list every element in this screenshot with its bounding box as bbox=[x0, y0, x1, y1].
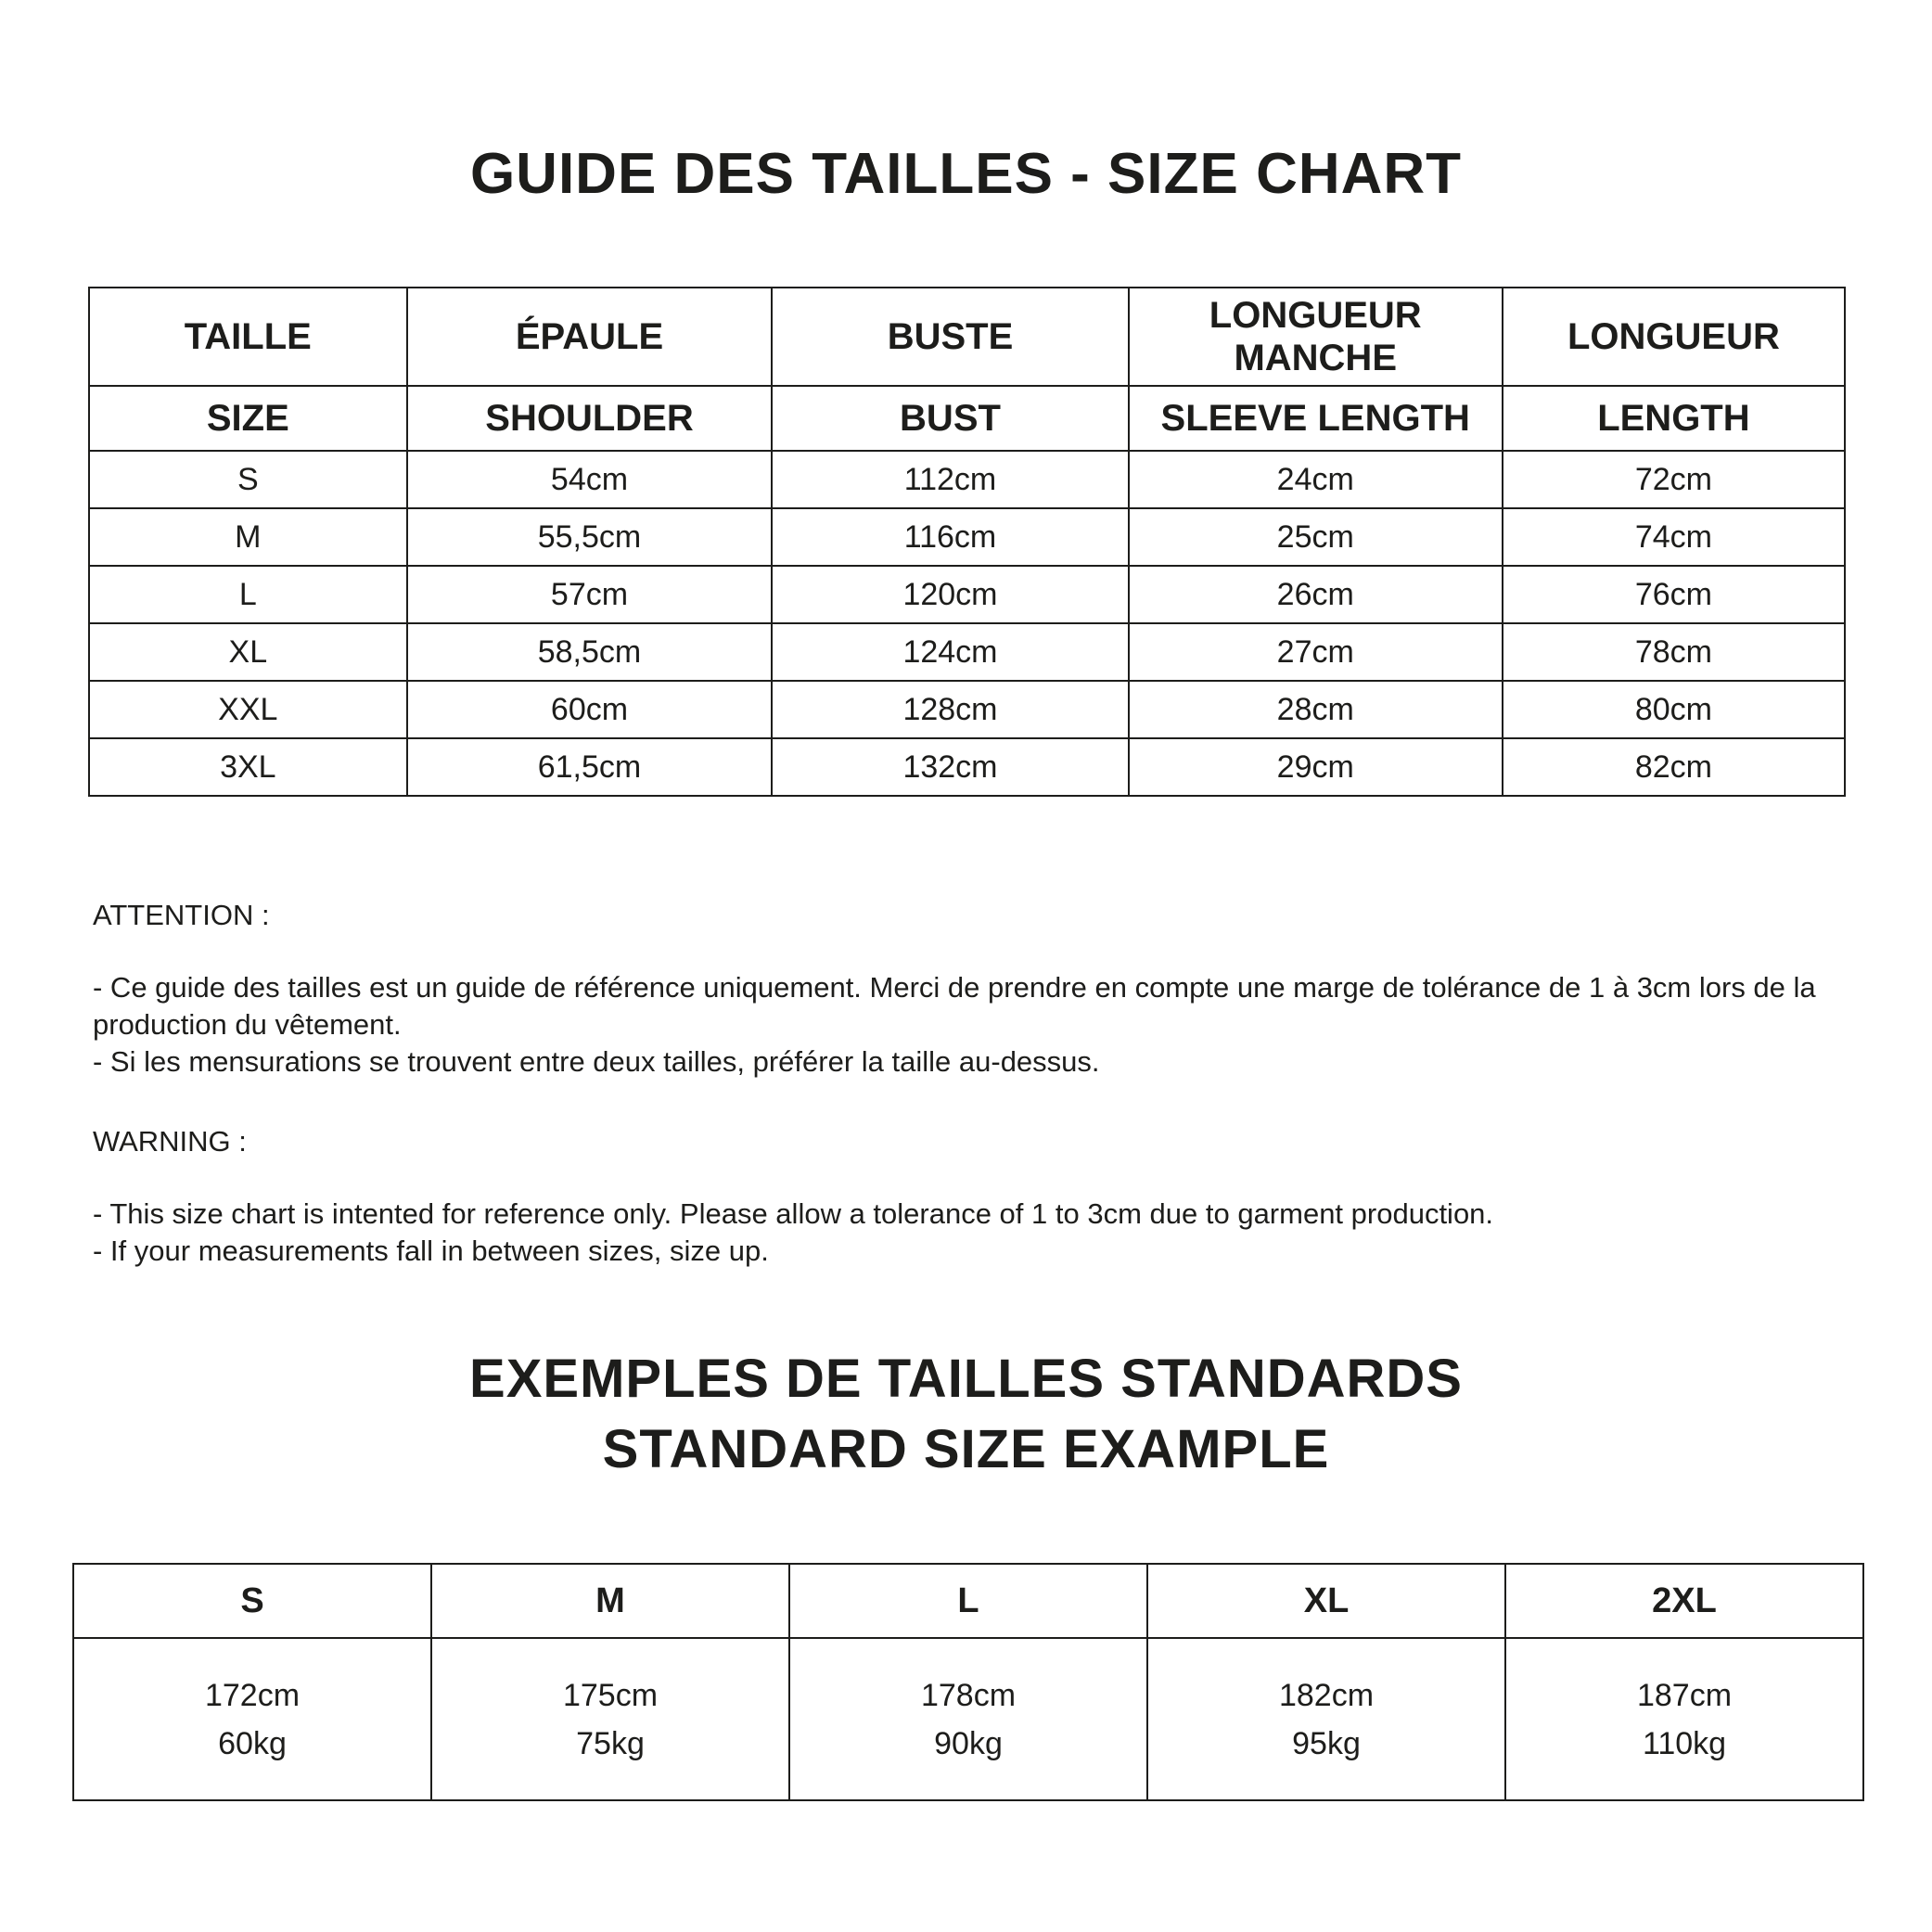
table-header-row-fr bbox=[89, 288, 1845, 386]
height-value: 175cm bbox=[562, 1677, 659, 1713]
bust-cell: 116cm bbox=[772, 508, 1128, 566]
column-header-longueur: LONGUEUR bbox=[1503, 288, 1845, 386]
size-cell: L bbox=[89, 566, 407, 623]
length-cell: 78cm bbox=[1503, 623, 1845, 681]
examples-title-fr: EXEMPLES DE TAILLES STANDARDS bbox=[469, 1349, 1463, 1409]
weight-value: 60kg bbox=[218, 1725, 287, 1761]
example-data-row bbox=[73, 1638, 1863, 1800]
standard-size-table bbox=[72, 1563, 1864, 1801]
example-header-l: L bbox=[789, 1564, 1147, 1638]
size-cell: XL bbox=[89, 623, 407, 681]
column-header-bust: BUST bbox=[772, 386, 1128, 451]
examples-title bbox=[0, 1344, 1932, 1485]
length-cell: 80cm bbox=[1503, 681, 1845, 738]
height-value: 178cm bbox=[920, 1677, 1017, 1713]
weight-value: 90kg bbox=[934, 1725, 1003, 1761]
page-title: GUIDE DES TAILLES - SIZE CHART bbox=[469, 142, 1463, 206]
column-header-buste: BUSTE bbox=[772, 288, 1128, 386]
length-cell: 72cm bbox=[1503, 451, 1845, 508]
table-row-l bbox=[89, 566, 1845, 623]
height-value: 172cm bbox=[204, 1677, 301, 1713]
height-value: 182cm bbox=[1278, 1677, 1375, 1713]
example-header-xl: XL bbox=[1147, 1564, 1505, 1638]
example-header-m: M bbox=[431, 1564, 789, 1638]
bust-cell: 132cm bbox=[772, 738, 1128, 796]
table-row-3xl bbox=[89, 738, 1845, 796]
height-value: 187cm bbox=[1636, 1677, 1733, 1713]
bust-cell: 120cm bbox=[772, 566, 1128, 623]
size-cell: S bbox=[89, 451, 407, 508]
length-cell: 82cm bbox=[1503, 738, 1845, 796]
weight-value: 110kg bbox=[1642, 1725, 1727, 1761]
size-cell: 3XL bbox=[89, 738, 407, 796]
column-header-taille: TAILLE bbox=[89, 288, 407, 386]
shoulder-cell: 60cm bbox=[407, 681, 773, 738]
table-row-m bbox=[89, 508, 1845, 566]
sleeve-cell: 24cm bbox=[1129, 451, 1503, 508]
column-header-shoulder: SHOULDER bbox=[407, 386, 773, 451]
examples-title-en: STANDARD SIZE EXAMPLE bbox=[602, 1419, 1330, 1479]
weight-value: 75kg bbox=[576, 1725, 645, 1761]
sleeve-cell: 29cm bbox=[1129, 738, 1503, 796]
column-header-longueur-manche: LONGUEUR MANCHE bbox=[1129, 288, 1503, 386]
shoulder-cell: 57cm bbox=[407, 566, 773, 623]
warning-item: - This size chart is intented for reference only. Please allow a tolerance of 1 to 3cm due to garment production. bbox=[93, 1197, 1494, 1230]
weight-value: 95kg bbox=[1292, 1725, 1361, 1761]
table-row-xl bbox=[89, 623, 1845, 681]
sleeve-cell: 25cm bbox=[1129, 508, 1503, 566]
shoulder-cell: 61,5cm bbox=[407, 738, 773, 796]
shoulder-cell: 55,5cm bbox=[407, 508, 773, 566]
example-cell-2xl bbox=[1505, 1638, 1863, 1800]
warning-item: - If your measurements fall in between sizes, size up. bbox=[93, 1235, 769, 1267]
example-cell-s bbox=[73, 1638, 431, 1800]
example-header-row bbox=[73, 1564, 1863, 1638]
sleeve-cell: 26cm bbox=[1129, 566, 1503, 623]
example-cell-l bbox=[789, 1638, 1147, 1800]
size-cell: M bbox=[89, 508, 407, 566]
sleeve-cell: 28cm bbox=[1129, 681, 1503, 738]
column-header-epaule: ÉPAULE bbox=[407, 288, 773, 386]
size-chart-table bbox=[88, 287, 1846, 797]
length-cell: 74cm bbox=[1503, 508, 1845, 566]
length-cell: 76cm bbox=[1503, 566, 1845, 623]
shoulder-cell: 58,5cm bbox=[407, 623, 773, 681]
shoulder-cell: 54cm bbox=[407, 451, 773, 508]
bust-cell: 124cm bbox=[772, 623, 1128, 681]
bust-cell: 128cm bbox=[772, 681, 1128, 738]
column-header-length: LENGTH bbox=[1503, 386, 1845, 451]
attention-label: ATTENTION : bbox=[93, 899, 270, 931]
attention-item: - Ce guide des tailles est un guide de référence uniquement. Merci de prendre en compte une marge de tolérance de 1 à 3cm lors de la production du vêtement. bbox=[93, 971, 1816, 1041]
example-cell-m bbox=[431, 1638, 789, 1800]
column-header-size: SIZE bbox=[89, 386, 407, 451]
column-header-sleeve-length: SLEEVE LENGTH bbox=[1129, 386, 1503, 451]
table-row-s bbox=[89, 451, 1845, 508]
bust-cell: 112cm bbox=[772, 451, 1128, 508]
warning-label: WARNING : bbox=[93, 1125, 247, 1158]
size-cell: XXL bbox=[89, 681, 407, 738]
example-header-s: S bbox=[73, 1564, 431, 1638]
table-row-xxl bbox=[89, 681, 1845, 738]
example-cell-xl bbox=[1147, 1638, 1505, 1800]
notes-section bbox=[93, 897, 1844, 1270]
attention-item: - Si les mensurations se trouvent entre deux tailles, préférer la taille au-dessus. bbox=[93, 1045, 1100, 1078]
example-header-2xl: 2XL bbox=[1505, 1564, 1863, 1638]
table-header-row-en bbox=[89, 386, 1845, 451]
sleeve-cell: 27cm bbox=[1129, 623, 1503, 681]
